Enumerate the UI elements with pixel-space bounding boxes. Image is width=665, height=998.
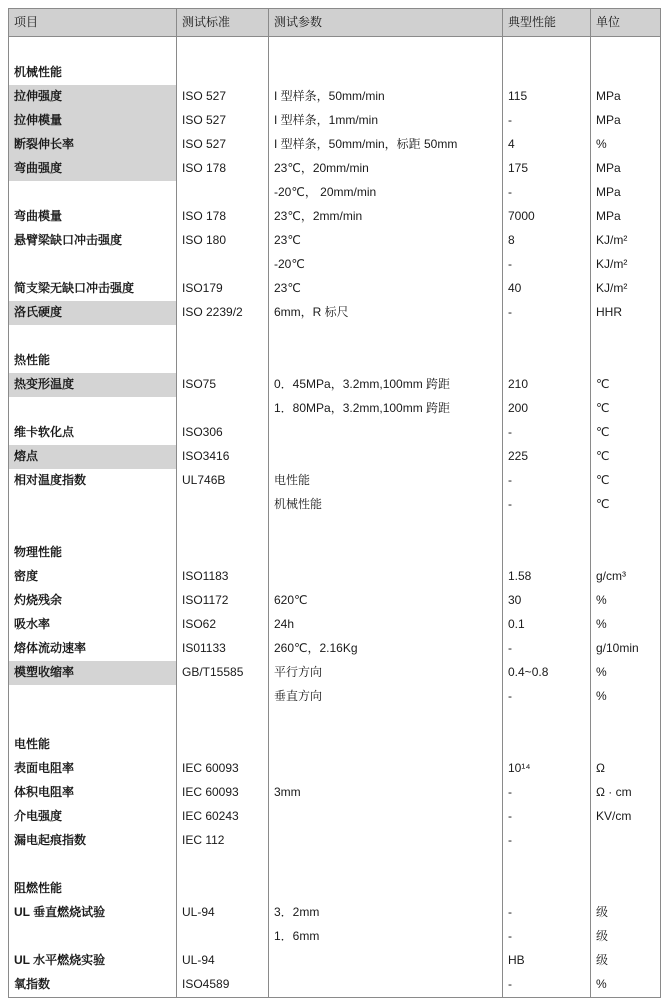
spacer-cell — [9, 517, 177, 541]
spacer-cell — [269, 325, 503, 349]
test-parameter-cell: 电性能 — [269, 469, 503, 493]
test-standard-cell: ISO 180 — [177, 229, 269, 253]
spacer-cell — [9, 853, 177, 877]
test-standard-cell — [177, 493, 269, 517]
table-row — [9, 973, 661, 998]
table-row — [9, 133, 661, 157]
section-filler-cell — [177, 733, 269, 757]
test-standard-cell: ISO75 — [177, 373, 269, 397]
spacer-cell — [9, 709, 177, 733]
table-row — [9, 181, 661, 205]
unit-cell: ℃ — [591, 397, 661, 421]
property-name-cell — [9, 181, 177, 205]
section-filler-cell — [269, 733, 503, 757]
section-filler-cell — [591, 541, 661, 565]
property-name-cell: 热变形温度 — [9, 373, 177, 397]
property-name-cell: 熔点 — [9, 445, 177, 469]
table-row — [9, 685, 661, 709]
unit-cell: ℃ — [591, 421, 661, 445]
table-row — [9, 373, 661, 397]
typical-value-cell: 1.58 — [503, 565, 591, 589]
property-name-cell — [9, 685, 177, 709]
table-row — [9, 925, 661, 949]
test-standard-cell: GB/T15585 — [177, 661, 269, 685]
test-standard-cell: ISO 178 — [177, 205, 269, 229]
test-standard-cell: ISO 2239/2 — [177, 301, 269, 325]
spacer-cell — [269, 853, 503, 877]
section-title: 电性能 — [9, 733, 177, 757]
typical-value-cell: - — [503, 301, 591, 325]
table-row — [9, 469, 661, 493]
table-row — [9, 157, 661, 181]
unit-cell: ℃ — [591, 469, 661, 493]
table-row — [9, 781, 661, 805]
typical-value-cell: 200 — [503, 397, 591, 421]
typical-value-cell: - — [503, 685, 591, 709]
spacer-row — [9, 853, 661, 877]
typical-value-cell: 7000 — [503, 205, 591, 229]
test-parameter-cell — [269, 445, 503, 469]
section-filler-cell — [503, 61, 591, 85]
section-filler-cell — [177, 541, 269, 565]
test-parameter-cell: 1．6mm — [269, 925, 503, 949]
typical-value-cell: 0.1 — [503, 613, 591, 637]
test-parameter-cell: 23℃ — [269, 229, 503, 253]
typical-value-cell: - — [503, 109, 591, 133]
section-title-row — [9, 877, 661, 901]
unit-cell: g/10min — [591, 637, 661, 661]
spacer-row — [9, 517, 661, 541]
test-parameter-cell — [269, 949, 503, 973]
unit-cell: % — [591, 973, 661, 998]
test-standard-cell: IEC 60093 — [177, 781, 269, 805]
section-title-row — [9, 733, 661, 757]
test-standard-cell: ISO 527 — [177, 85, 269, 109]
column-header: 测试标准 — [177, 9, 269, 37]
test-standard-cell: IS01133 — [177, 637, 269, 661]
column-header: 测试参数 — [269, 9, 503, 37]
typical-value-cell: - — [503, 973, 591, 998]
test-standard-cell: ISO62 — [177, 613, 269, 637]
test-parameter-cell — [269, 973, 503, 998]
test-standard-cell — [177, 925, 269, 949]
test-parameter-cell: 垂直方向 — [269, 685, 503, 709]
property-name-cell: 相对温度指数 — [9, 469, 177, 493]
test-standard-cell: ISO179 — [177, 277, 269, 301]
table-row — [9, 829, 661, 853]
typical-value-cell: - — [503, 253, 591, 277]
test-parameter-cell — [269, 421, 503, 445]
unit-cell: % — [591, 613, 661, 637]
property-name-cell: 悬臂梁缺口冲击强度 — [9, 229, 177, 253]
test-standard-cell: UL746B — [177, 469, 269, 493]
test-parameter-cell: 机械性能 — [269, 493, 503, 517]
section-filler-cell — [503, 349, 591, 373]
spacer-row — [9, 325, 661, 349]
unit-cell: KJ/m² — [591, 277, 661, 301]
spacer-cell — [177, 853, 269, 877]
section-title: 阻燃性能 — [9, 877, 177, 901]
test-parameter-cell: -20℃ — [269, 253, 503, 277]
property-name-cell: 吸水率 — [9, 613, 177, 637]
table-row — [9, 613, 661, 637]
section-title: 物理性能 — [9, 541, 177, 565]
typical-value-cell: 8 — [503, 229, 591, 253]
unit-cell: 级 — [591, 901, 661, 925]
section-filler-cell — [269, 61, 503, 85]
typical-value-cell: 210 — [503, 373, 591, 397]
spacer-cell — [503, 325, 591, 349]
typical-value-cell: 0.4~0.8 — [503, 661, 591, 685]
section-filler-cell — [591, 349, 661, 373]
section-title: 机械性能 — [9, 61, 177, 85]
test-parameter-cell: I 型样条，1mm/min — [269, 109, 503, 133]
test-parameter-cell: 260℃，2.16Kg — [269, 637, 503, 661]
test-parameter-cell — [269, 565, 503, 589]
property-name-cell: 密度 — [9, 565, 177, 589]
property-name-cell: 维卡软化点 — [9, 421, 177, 445]
table-row — [9, 805, 661, 829]
property-name-cell — [9, 925, 177, 949]
table-row — [9, 421, 661, 445]
test-parameter-cell: 0．45MPa，3.2mm,100mm 跨距 — [269, 373, 503, 397]
test-parameter-cell: 6mm，R 标尺 — [269, 301, 503, 325]
table-row — [9, 301, 661, 325]
unit-cell: HHR — [591, 301, 661, 325]
table-row — [9, 277, 661, 301]
section-filler-cell — [269, 541, 503, 565]
test-parameter-cell: 24h — [269, 613, 503, 637]
property-name-cell — [9, 493, 177, 517]
typical-value-cell: 175 — [503, 157, 591, 181]
typical-value-cell: - — [503, 829, 591, 853]
spacer-cell — [177, 709, 269, 733]
table-row — [9, 565, 661, 589]
test-standard-cell: ISO3416 — [177, 445, 269, 469]
test-standard-cell: IEC 60093 — [177, 757, 269, 781]
table-row — [9, 493, 661, 517]
section-filler-cell — [591, 61, 661, 85]
test-standard-cell — [177, 397, 269, 421]
typical-value-cell: - — [503, 781, 591, 805]
table-row — [9, 397, 661, 421]
test-parameter-cell — [269, 757, 503, 781]
table-row — [9, 205, 661, 229]
section-title-row — [9, 61, 661, 85]
spacer-cell — [9, 325, 177, 349]
test-standard-cell: UL-94 — [177, 901, 269, 925]
table-row — [9, 637, 661, 661]
typical-value-cell: 115 — [503, 85, 591, 109]
section-filler-cell — [269, 877, 503, 901]
spacer-cell — [591, 325, 661, 349]
spacer-cell — [503, 709, 591, 733]
test-parameter-cell: 3mm — [269, 781, 503, 805]
unit-cell: ℃ — [591, 373, 661, 397]
spacer-cell — [177, 325, 269, 349]
table-row — [9, 949, 661, 973]
typical-value-cell: - — [503, 493, 591, 517]
spacer-cell — [503, 517, 591, 541]
property-name-cell: 熔体流动速率 — [9, 637, 177, 661]
spacer-cell — [269, 517, 503, 541]
property-name-cell: 介电强度 — [9, 805, 177, 829]
test-standard-cell: ISO306 — [177, 421, 269, 445]
unit-cell: % — [591, 661, 661, 685]
spacer-cell — [591, 853, 661, 877]
table-row — [9, 229, 661, 253]
property-name-cell: 模塑收缩率 — [9, 661, 177, 685]
unit-cell: % — [591, 685, 661, 709]
property-name-cell — [9, 397, 177, 421]
table-row — [9, 901, 661, 925]
unit-cell: 级 — [591, 925, 661, 949]
property-name-cell: 拉伸强度 — [9, 85, 177, 109]
test-parameter-cell: 23℃，20mm/min — [269, 157, 503, 181]
unit-cell: Ω — [591, 757, 661, 781]
material-spec-table — [8, 8, 661, 998]
table-row — [9, 757, 661, 781]
unit-cell: % — [591, 133, 661, 157]
unit-cell: ℃ — [591, 493, 661, 517]
section-title-row — [9, 349, 661, 373]
unit-cell: % — [591, 589, 661, 613]
unit-cell: 级 — [591, 949, 661, 973]
unit-cell: KV/cm — [591, 805, 661, 829]
typical-value-cell: - — [503, 469, 591, 493]
typical-value-cell: 40 — [503, 277, 591, 301]
test-parameter-cell: 3．2mm — [269, 901, 503, 925]
typical-value-cell: - — [503, 925, 591, 949]
section-filler-cell — [177, 877, 269, 901]
section-filler-cell — [269, 349, 503, 373]
spacer-cell — [591, 709, 661, 733]
table-row — [9, 85, 661, 109]
section-filler-cell — [503, 541, 591, 565]
test-standard-cell: ISO1172 — [177, 589, 269, 613]
section-filler-cell — [503, 733, 591, 757]
section-title: 热性能 — [9, 349, 177, 373]
spacer-cell — [9, 37, 177, 62]
table-body — [9, 9, 661, 998]
spacer-row — [9, 37, 661, 62]
table-row — [9, 661, 661, 685]
spacer-cell — [177, 37, 269, 62]
property-name-cell: 体积电阻率 — [9, 781, 177, 805]
typical-value-cell: 30 — [503, 589, 591, 613]
property-name-cell: 断裂伸长率 — [9, 133, 177, 157]
typical-value-cell: - — [503, 901, 591, 925]
unit-cell: MPa — [591, 157, 661, 181]
test-standard-cell: IEC 112 — [177, 829, 269, 853]
test-standard-cell: ISO 527 — [177, 133, 269, 157]
property-name-cell: 灼烧残余 — [9, 589, 177, 613]
unit-cell — [591, 829, 661, 853]
table-row — [9, 109, 661, 133]
spacer-cell — [503, 37, 591, 62]
test-standard-cell: UL-94 — [177, 949, 269, 973]
test-parameter-cell: 23℃ — [269, 277, 503, 301]
section-filler-cell — [503, 877, 591, 901]
test-parameter-cell — [269, 829, 503, 853]
table-row — [9, 589, 661, 613]
test-parameter-cell — [269, 805, 503, 829]
spacer-cell — [177, 517, 269, 541]
property-name-cell: 拉伸模量 — [9, 109, 177, 133]
property-name-cell: 弯曲模量 — [9, 205, 177, 229]
unit-cell: MPa — [591, 109, 661, 133]
test-standard-cell — [177, 253, 269, 277]
test-standard-cell: IEC 60243 — [177, 805, 269, 829]
unit-cell: MPa — [591, 85, 661, 109]
typical-value-cell: - — [503, 421, 591, 445]
section-filler-cell — [591, 877, 661, 901]
table-header-row — [9, 9, 661, 37]
column-header: 项目 — [9, 9, 177, 37]
unit-cell: MPa — [591, 205, 661, 229]
spacer-cell — [503, 853, 591, 877]
unit-cell: g/cm³ — [591, 565, 661, 589]
test-parameter-cell: I 型样条，50mm/min，标距 50mm — [269, 133, 503, 157]
section-title-row — [9, 541, 661, 565]
test-parameter-cell: 平行方向 — [269, 661, 503, 685]
test-parameter-cell: -20℃， 20mm/min — [269, 181, 503, 205]
section-filler-cell — [591, 733, 661, 757]
table-row — [9, 253, 661, 277]
unit-cell: KJ/m² — [591, 253, 661, 277]
spacer-cell — [269, 709, 503, 733]
typical-value-cell: - — [503, 181, 591, 205]
property-name-cell: 洛氏硬度 — [9, 301, 177, 325]
test-standard-cell — [177, 685, 269, 709]
test-standard-cell: ISO4589 — [177, 973, 269, 998]
spacer-cell — [591, 517, 661, 541]
typical-value-cell: - — [503, 805, 591, 829]
test-standard-cell: ISO 178 — [177, 157, 269, 181]
test-parameter-cell: I 型样条，50mm/min — [269, 85, 503, 109]
property-name-cell: 弯曲强度 — [9, 157, 177, 181]
typical-value-cell: 4 — [503, 133, 591, 157]
property-name-cell: 表面电阻率 — [9, 757, 177, 781]
spacer-row — [9, 709, 661, 733]
spacer-cell — [591, 37, 661, 62]
test-standard-cell — [177, 181, 269, 205]
unit-cell: KJ/m² — [591, 229, 661, 253]
typical-value-cell: 10¹⁴ — [503, 757, 591, 781]
test-standard-cell: ISO1183 — [177, 565, 269, 589]
unit-cell: Ω · cm — [591, 781, 661, 805]
typical-value-cell: HB — [503, 949, 591, 973]
typical-value-cell: 225 — [503, 445, 591, 469]
property-name-cell: 漏电起痕指数 — [9, 829, 177, 853]
property-name-cell — [9, 253, 177, 277]
typical-value-cell: - — [503, 637, 591, 661]
unit-cell: ℃ — [591, 445, 661, 469]
property-name-cell: 氧指数 — [9, 973, 177, 998]
section-filler-cell — [177, 349, 269, 373]
property-name-cell: UL 垂直燃烧试验 — [9, 901, 177, 925]
section-filler-cell — [177, 61, 269, 85]
table-row — [9, 445, 661, 469]
test-parameter-cell: 23℃，2mm/min — [269, 205, 503, 229]
test-parameter-cell: 620℃ — [269, 589, 503, 613]
unit-cell: MPa — [591, 181, 661, 205]
column-header: 单位 — [591, 9, 661, 37]
test-standard-cell: ISO 527 — [177, 109, 269, 133]
column-header: 典型性能 — [503, 9, 591, 37]
property-name-cell: UL 水平燃烧实验 — [9, 949, 177, 973]
test-parameter-cell: 1．80MPa，3.2mm,100mm 跨距 — [269, 397, 503, 421]
property-name-cell: 简支梁无缺口冲击强度 — [9, 277, 177, 301]
spacer-cell — [269, 37, 503, 62]
